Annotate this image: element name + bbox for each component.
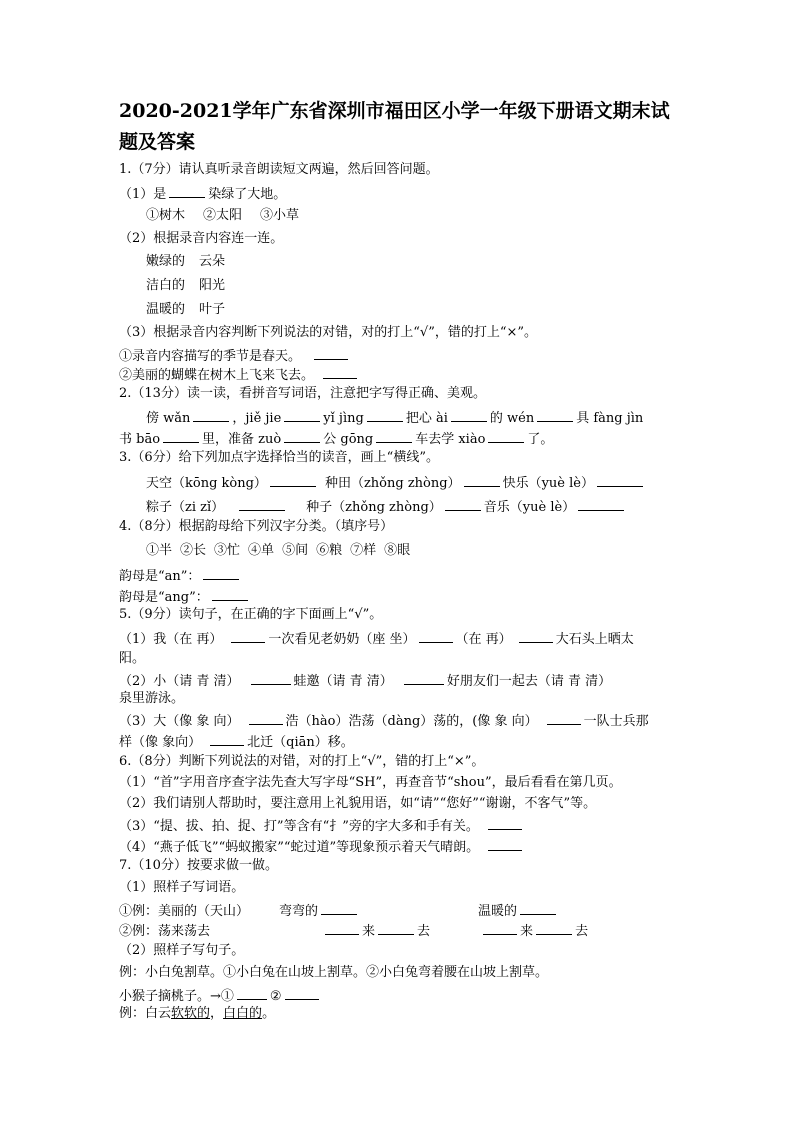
pinyin-prompt: 里，准备 zuò bbox=[202, 432, 282, 447]
q6-statement bbox=[119, 817, 525, 835]
example-text: 弯弯的 bbox=[279, 904, 319, 919]
pinyin-prompt: 傍 wǎn bbox=[146, 411, 191, 426]
q2-stem: 2.（13分）读一读，看拼音写词语，注意把字写得正确、美观。 bbox=[119, 386, 486, 401]
pair-right[interactable]: 阳光 bbox=[199, 278, 226, 293]
option[interactable]: ②太阳 bbox=[203, 208, 243, 223]
q4-stem: 4.（8分）根据韵母给下列汉字分类。（填序号） bbox=[119, 519, 394, 534]
pinyin-prompt: 具 fàng jìn bbox=[576, 411, 644, 426]
q3-stem: 3.（6分）给下列加点字选择恰当的读音，画上“横线”。 bbox=[119, 450, 439, 465]
sentence-part: （3）大（像 象 向） bbox=[119, 714, 240, 729]
q5-sentence-cont: 阳。 bbox=[119, 651, 146, 666]
char-item: ②长 bbox=[180, 543, 207, 558]
answer-blank[interactable] bbox=[251, 672, 291, 685]
answer-blank[interactable] bbox=[203, 567, 239, 580]
q5-sentence-cont bbox=[119, 733, 354, 751]
char-item: ④单 bbox=[248, 543, 275, 558]
answer-blank[interactable] bbox=[520, 902, 556, 915]
page-title: 2020-2021学年广东省深圳市福田区小学一年级下册语文期末试题及答案 bbox=[119, 100, 670, 153]
q7-example: 例：小白兔割草。①小白兔在山坡上割草。②小白兔弯着腰在山坡上割草。 bbox=[119, 965, 549, 980]
q1-part1-prefix: （1）是 bbox=[119, 187, 167, 202]
answer-blank[interactable] bbox=[239, 498, 285, 511]
q6-statement bbox=[119, 838, 525, 856]
answer-blank[interactable] bbox=[284, 409, 320, 422]
q4-chars bbox=[146, 543, 410, 559]
category-label: 韵母是“ang”： bbox=[119, 590, 209, 605]
answer-blank[interactable] bbox=[325, 922, 359, 935]
example-text: 。 bbox=[262, 1006, 276, 1021]
answer-blank[interactable] bbox=[445, 498, 481, 511]
pair-right[interactable]: 云朵 bbox=[199, 254, 226, 269]
q5-sentence bbox=[119, 672, 611, 690]
answer-blank[interactable] bbox=[367, 409, 403, 422]
pinyin-prompt: ，jiě jie bbox=[232, 411, 282, 426]
sentence-part: （在 再） bbox=[455, 632, 512, 647]
pair-right[interactable]: 叶子 bbox=[199, 302, 226, 317]
answer-blank[interactable] bbox=[536, 922, 572, 935]
char-item: ①半 bbox=[146, 543, 173, 558]
reading-item: 快乐（yuè lè） bbox=[502, 476, 594, 491]
example-text: 温暖的 bbox=[478, 904, 518, 919]
sentence-part: 北迁（qiān）移。 bbox=[247, 735, 354, 750]
answer-blank[interactable] bbox=[451, 409, 487, 422]
pair-left[interactable]: 洁白的 bbox=[146, 278, 186, 293]
answer-blank[interactable] bbox=[212, 588, 248, 601]
q5-sentence bbox=[119, 712, 649, 730]
pair-left[interactable]: 嫩绿的 bbox=[146, 254, 186, 269]
underlined-word: 白白的 bbox=[223, 1006, 263, 1021]
answer-blank[interactable] bbox=[547, 712, 581, 725]
q2-line bbox=[119, 430, 553, 448]
q3-row bbox=[146, 498, 627, 516]
answer-blank[interactable] bbox=[488, 430, 524, 443]
reading-item: 音乐（yuè lè） bbox=[483, 500, 576, 515]
q4-an bbox=[119, 567, 242, 585]
example-text: 去 bbox=[575, 924, 589, 939]
example-text: 去 bbox=[417, 924, 431, 939]
q5-sentence bbox=[119, 630, 634, 648]
q1-options bbox=[146, 208, 299, 224]
pinyin-prompt: 公 gōng bbox=[323, 432, 374, 447]
reading-item: 粽子（zi zǐ） bbox=[146, 500, 225, 515]
answer-blank[interactable] bbox=[597, 474, 643, 487]
sentence-part: 蛙邀（请 青 清） bbox=[293, 674, 393, 689]
q5-stem: 5.（9分）读句子，在正确的字下面画上“√”。 bbox=[119, 607, 383, 622]
q7-example-row bbox=[119, 922, 588, 940]
example-text: ①例：美丽的（天山） bbox=[119, 904, 250, 919]
example-text: 例：白云 bbox=[119, 1006, 172, 1021]
category-label: 韵母是“an”： bbox=[119, 569, 201, 584]
pinyin-prompt: yǐ jìng bbox=[323, 411, 364, 426]
option[interactable]: ③小草 bbox=[260, 208, 300, 223]
answer-blank[interactable] bbox=[284, 430, 320, 443]
q1-part1-suffix: 染绿了大地。 bbox=[208, 187, 287, 202]
pinyin-prompt: 书 bāo bbox=[119, 432, 161, 447]
pair-row bbox=[146, 278, 225, 294]
answer-blank[interactable] bbox=[285, 987, 319, 1000]
q7-part2: （2）照样子写句子。 bbox=[119, 943, 245, 958]
answer-blank[interactable] bbox=[488, 838, 522, 851]
char-item: ③忙 bbox=[214, 543, 241, 558]
answer-blank[interactable] bbox=[210, 733, 244, 746]
q7-stem: 7.（10分）按要求做一做。 bbox=[119, 858, 278, 873]
pinyin-prompt: 了。 bbox=[527, 432, 554, 447]
q1-part2: （2）根据录音内容连一连。 bbox=[119, 231, 284, 246]
char-item: ⑦样 bbox=[350, 543, 377, 558]
example-text: ②例：荡来荡去 bbox=[119, 924, 211, 939]
sentence-part: （2）小（请 青 清） bbox=[119, 674, 240, 689]
reading-item: 种子（zhǒng zhòng） bbox=[306, 500, 442, 515]
reading-item: 天空（kōng kòng） bbox=[146, 476, 267, 491]
sentence-part: 大石头上晒太 bbox=[555, 632, 634, 647]
answer-blank[interactable] bbox=[323, 366, 357, 379]
option[interactable]: ①树木 bbox=[146, 208, 186, 223]
answer-blank[interactable] bbox=[321, 902, 357, 915]
q6-stem: 6.（8分）判断下列说法的对错，对的打上“√”，错的打上“×”。 bbox=[119, 754, 485, 769]
example-text: 来 bbox=[362, 924, 376, 939]
underlined-word: 软软的 bbox=[171, 1006, 211, 1021]
example-text: 来 bbox=[520, 924, 534, 939]
pinyin-prompt: 车去学 xiào bbox=[415, 432, 486, 447]
q1-part3: （3）根据录音内容判断下列说法的对错，对的打上“√”，错的打上“×”。 bbox=[119, 325, 538, 340]
answer-blank[interactable] bbox=[378, 922, 414, 935]
q1-part1 bbox=[119, 185, 286, 203]
example-text: ， bbox=[210, 1006, 224, 1021]
pinyin-prompt: 把心 ài bbox=[405, 411, 448, 426]
answer-blank[interactable] bbox=[231, 630, 265, 643]
answer-blank[interactable] bbox=[488, 817, 522, 830]
pinyin-prompt: 的 wén bbox=[489, 411, 535, 426]
answer-blank[interactable] bbox=[270, 474, 316, 487]
answer-blank[interactable] bbox=[419, 630, 453, 643]
sentence-part: 样（像 象向） bbox=[119, 735, 202, 750]
q1-stem: 1.（7分）请认真听录音朗读短文两遍，然后回答问题。 bbox=[119, 162, 439, 177]
pair-row bbox=[146, 302, 225, 318]
answer-blank[interactable] bbox=[519, 630, 553, 643]
answer-blank[interactable] bbox=[376, 430, 412, 443]
q7-task bbox=[119, 987, 322, 1005]
pair-row bbox=[146, 254, 225, 270]
q1-statement bbox=[119, 347, 351, 365]
sentence-part: （1）我（在 再） bbox=[119, 632, 223, 647]
answer-blank[interactable] bbox=[464, 474, 500, 487]
task-text: 小猴子摘桃子。→① bbox=[119, 989, 234, 1004]
q6-statement: （2）我们请别人帮助时，要注意用上礼貌用语，如“请”“您好”“谢谢，不客气”等。 bbox=[119, 796, 597, 811]
answer-blank[interactable] bbox=[163, 430, 199, 443]
answer-blank[interactable] bbox=[193, 409, 229, 422]
statement-text: ②美丽的蝴蝶在树木上飞来飞去。 bbox=[119, 368, 315, 383]
answer-blank[interactable] bbox=[314, 347, 348, 360]
q4-ang bbox=[119, 588, 251, 606]
sentence-part: 浩（hào）浩荡（dàng）荡的，(像 象 向） bbox=[285, 714, 538, 729]
sentence-part: 一队士兵那 bbox=[583, 714, 649, 729]
answer-blank[interactable] bbox=[537, 409, 573, 422]
statement-text: ①录音内容描写的季节是春天。 bbox=[119, 349, 302, 364]
q2-line bbox=[146, 409, 643, 427]
statement-text: （3）“提、拔、拍、捉、打”等含有“扌”旁的字大多和手有关。 bbox=[119, 819, 479, 834]
statement-text: （4）“燕子低飞”“蚂蚁搬家”“蛇过道”等现象预示着天气晴朗。 bbox=[119, 840, 480, 855]
pair-left[interactable]: 温暖的 bbox=[146, 302, 186, 317]
sentence-part: 一次看见老奶奶（座 坐） bbox=[268, 632, 416, 647]
char-item: ⑥粮 bbox=[316, 543, 343, 558]
answer-blank[interactable] bbox=[404, 672, 444, 685]
q3-row bbox=[146, 474, 646, 492]
q6-statement: （1）“首”字用音序查字法先查大写字母“SH”，再查音节“shou”，最后看看在第几页。 bbox=[119, 775, 622, 790]
answer-blank[interactable] bbox=[483, 922, 517, 935]
q7-example bbox=[119, 1006, 275, 1022]
answer-blank[interactable] bbox=[169, 185, 205, 198]
char-item: ⑧眼 bbox=[384, 543, 411, 558]
answer-blank[interactable] bbox=[237, 987, 267, 1000]
q5-sentence-cont: 泉里游泳。 bbox=[119, 691, 185, 706]
q1-statement bbox=[119, 366, 360, 384]
sentence-part: 好朋友们一起去（请 青 清） bbox=[446, 674, 612, 689]
reading-item: 种田（zhǒng zhòng） bbox=[324, 476, 461, 491]
answer-blank[interactable] bbox=[249, 712, 283, 725]
char-item: ⑤间 bbox=[282, 543, 309, 558]
q7-example-row bbox=[119, 902, 559, 920]
task-text: ② bbox=[269, 989, 282, 1004]
q7-part1: （1）照样子写词语。 bbox=[119, 880, 245, 895]
answer-blank[interactable] bbox=[578, 498, 624, 511]
